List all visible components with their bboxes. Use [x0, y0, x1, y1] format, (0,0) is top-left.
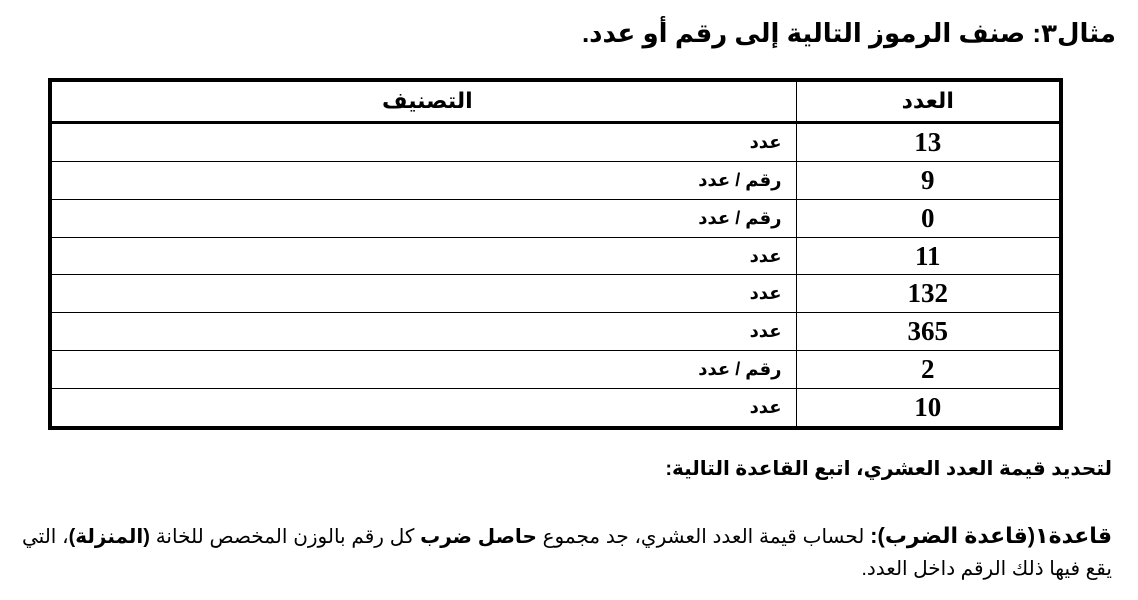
header-classification: التصنيف	[50, 80, 796, 122]
table-row	[50, 351, 1061, 389]
table-row	[50, 161, 1061, 199]
rule-text-part3: ، التي يقع فيها ذلك الرقم داخل العدد.	[22, 526, 1112, 580]
rule-paragraph	[22, 520, 1112, 585]
rule-text-part1: لحساب قيمة العدد العشري، جد مجموع	[536, 526, 871, 548]
classification-cell: عدد	[50, 237, 796, 275]
number-cell: 365	[796, 313, 1061, 351]
table-row	[50, 237, 1061, 275]
table-row	[50, 275, 1061, 313]
classification-cell: عدد	[50, 313, 796, 351]
rule-intro: لتحديد قيمة العدد العشري، اتبع القاعدة التالية:	[665, 458, 1112, 480]
classification-cell: رقم / عدد	[50, 161, 796, 199]
rule-place: (المنزلة)	[68, 526, 150, 548]
classification-cell: عدد	[50, 275, 796, 313]
table-row	[50, 199, 1061, 237]
classification-cell: عدد	[50, 389, 796, 428]
rule-emphasis: حاصل ضرب	[420, 526, 537, 548]
rule-title: قاعدة١(قاعدة الضرب):	[870, 523, 1112, 548]
rule-text-part2: كل رقم بالوزن المخصص للخانة	[149, 526, 421, 548]
table-row	[50, 122, 1061, 161]
number-cell: 13	[796, 122, 1061, 161]
number-cell: 2	[796, 351, 1061, 389]
table-header-row	[50, 80, 1061, 122]
number-cell: 132	[796, 275, 1061, 313]
number-cell: 10	[796, 389, 1061, 428]
number-cell: 11	[796, 237, 1061, 275]
classification-cell: رقم / عدد	[50, 351, 796, 389]
header-number: العدد	[796, 80, 1061, 122]
number-cell: 9	[796, 161, 1061, 199]
table-row	[50, 313, 1061, 351]
classification-table	[48, 78, 1063, 430]
example-title: مثال٣: صنف الرموز التالية إلى رقم أو عدد.	[581, 18, 1116, 48]
classification-cell: رقم / عدد	[50, 199, 796, 237]
classification-cell: عدد	[50, 122, 796, 161]
number-cell: 0	[796, 199, 1061, 237]
table-row	[50, 389, 1061, 428]
